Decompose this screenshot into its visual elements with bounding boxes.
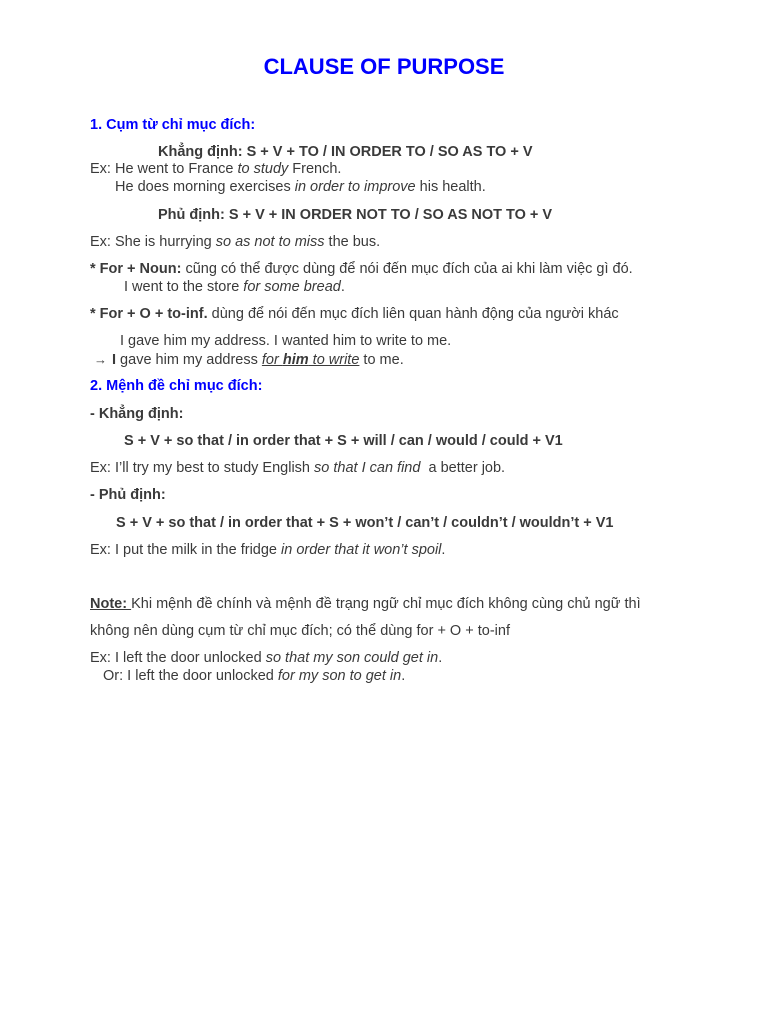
example-line: [90, 460, 505, 477]
example-text: Ex: He went to France: [90, 161, 238, 177]
negative-clause-label: - Phủ định:: [90, 487, 166, 503]
affirmative-clause-formula: S + V + so that / in order that + S + will / can / would / could + V1: [124, 433, 563, 449]
example-text: to me.: [359, 352, 404, 368]
example-line: [90, 161, 341, 178]
for-noun-text: cũng có thể được dùng để nói đến mục đích của ai khi làm việc gì đó.: [181, 261, 633, 277]
example-highlight: so as not to miss: [215, 234, 325, 250]
note-text: Khi mệnh đề chính và mệnh đề trạng ngữ chỉ mục đích không cùng chủ ngữ thì: [131, 596, 641, 612]
example-highlight: so that my son could get in: [265, 650, 439, 666]
example-text: gave him my address: [116, 352, 262, 368]
example-text: .: [401, 668, 406, 684]
negative-phrase-formula: Phủ định: S + V + IN ORDER NOT TO / SO AS NOT TO + V: [158, 207, 553, 223]
example-text: French.: [288, 161, 342, 177]
example-line: [90, 650, 442, 667]
example-line: [124, 279, 345, 296]
example-text: .: [441, 542, 446, 558]
example-highlight: him: [282, 352, 309, 368]
section-1-heading: 1. Cụm từ chỉ mục đích:: [90, 117, 256, 133]
note-paragraph: [90, 596, 641, 613]
arrow-icon: →: [94, 352, 107, 367]
example-text: Ex: I put the milk in the fridge: [90, 542, 282, 558]
example-highlight: for my son to get in: [277, 668, 402, 684]
example-text: Ex: She is hurrying: [90, 234, 216, 250]
example-highlight: for: [261, 352, 283, 368]
example-highlight: for some bread: [243, 279, 341, 295]
example-text: his health.: [415, 179, 486, 195]
example-line: [103, 668, 405, 685]
for-object-text: dùng để nói đến mục đích liên quan hành động của người khác: [207, 306, 619, 322]
note-label: Note:: [90, 596, 132, 612]
example-text: He does morning exercises: [115, 179, 295, 195]
for-noun-rule: [90, 261, 633, 278]
example-line: [94, 351, 404, 369]
example-highlight: so that I can find: [314, 460, 421, 476]
note-text: không nên dùng cụm từ chỉ mục đích; có thể dùng for + O + to-inf: [90, 623, 510, 639]
example-text: I: [112, 352, 117, 368]
example-line: [90, 234, 380, 251]
example-text: .: [438, 650, 443, 666]
example-highlight: in order to improve: [294, 179, 416, 195]
example-text: a better job.: [420, 460, 506, 476]
affirmative-clause-label: - Khẳng định:: [90, 406, 184, 422]
affirmative-phrase-formula: Khẳng định: S + V + TO / IN ORDER TO / SO AS TO + V: [158, 144, 533, 160]
example-highlight: to write: [308, 352, 360, 368]
example-line: I gave him my address. I wanted him to write to me.: [120, 333, 452, 349]
example-highlight: in order that it won’t spoil: [281, 542, 442, 558]
example-highlight: to study: [237, 161, 289, 177]
section-2-heading: 2. Mệnh đề chỉ mục đích:: [90, 378, 263, 394]
for-object-label: * For + O + to-inf.: [90, 306, 208, 322]
example-text: I went to the store: [124, 279, 244, 295]
page-title: CLAUSE OF PURPOSE: [263, 54, 505, 79]
negative-clause-formula: S + V + so that / in order that + S + won’t / can’t / couldn’t / wouldn’t + V1: [116, 515, 614, 531]
example-line: [115, 179, 486, 196]
example-text: Or: I left the door unlocked: [103, 668, 278, 684]
example-text: Ex: I left the door unlocked: [90, 650, 266, 666]
for-noun-label: * For + Noun:: [90, 261, 182, 277]
example-text: Ex: I’ll try my best to study English: [90, 460, 315, 476]
example-text: .: [340, 279, 345, 295]
example-line: [90, 542, 445, 559]
example-text: the bus.: [324, 234, 381, 250]
for-object-rule: [90, 306, 619, 323]
